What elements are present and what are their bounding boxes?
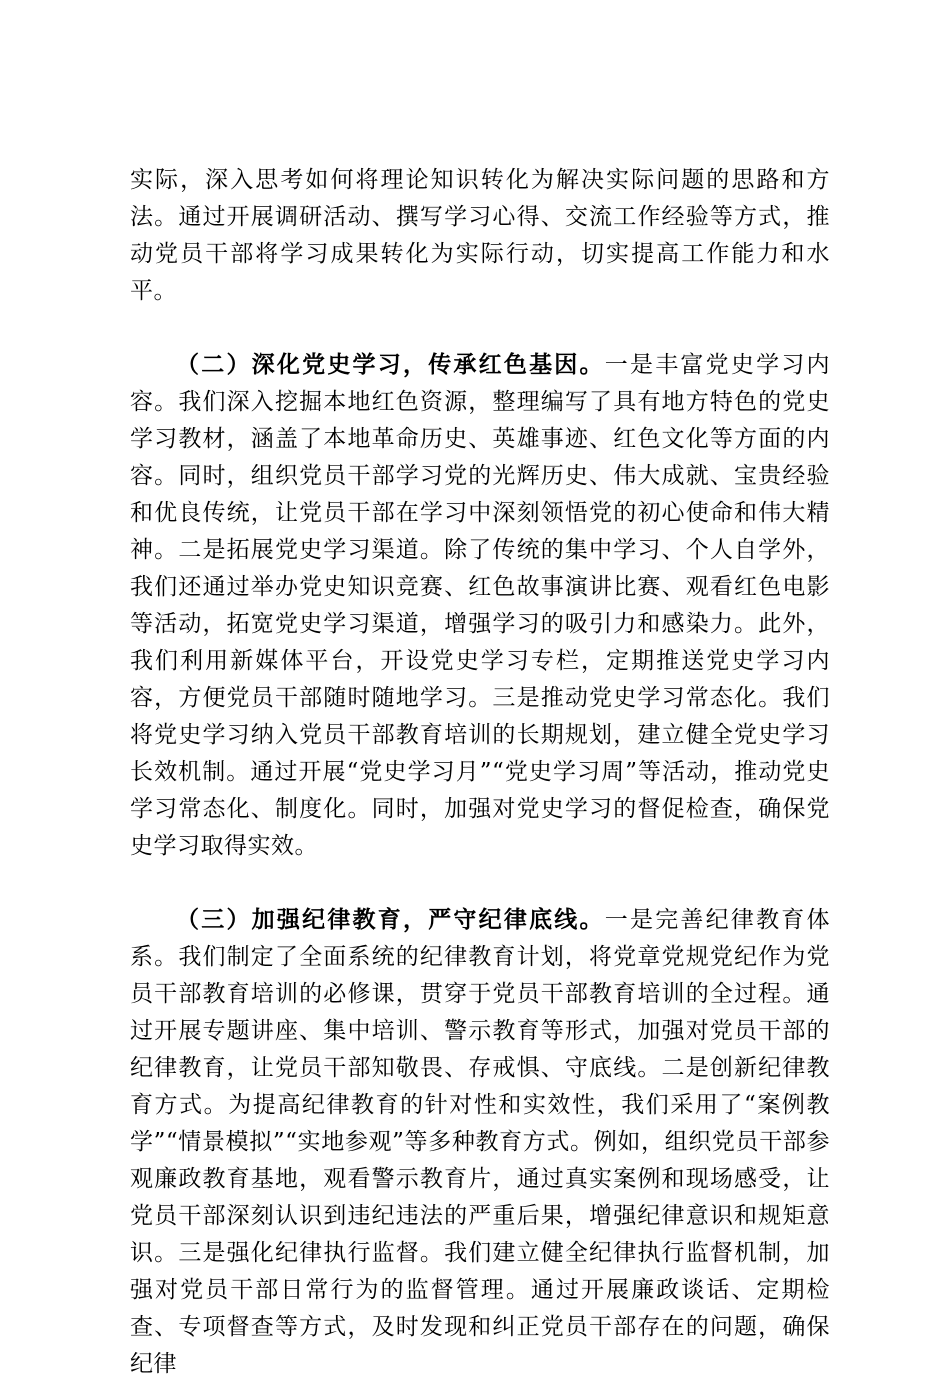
paragraph-body: 一是完善纪律教育体系。我们制定了全面系统的纪律教育计划，将党章党规党纪作为党员干部教育培训的必修课，贯穿于党员干部教育培训的全过程。通过开展专题讲座、集中培训、警示教育等形式，加强对党员干部的纪律教育，让党员干部知敬畏、存戒惧、守底线。二是创新纪律教育方式。为提高纪律教育的针对性和实效性，我们采用了“案例教学”“情景模拟”“实地参观”等多种教育方式。例如，组织党员干部参观廉政教育基地，观看警示教育片，通过真实案例和现场感受，让党员干部深刻认识到违纪违法的严重后果，增强纪律意识和规矩意识。三是强化纪律执行监督。我们建立健全纪律执行监督机制，加强对党员干部日常行为的监督管理。通过开展廉政谈话、定期检查、专项督查等方式，及时发现和纠正党员干部存在的问题，确保纪律 — [130, 907, 831, 1377]
paragraph-gap — [130, 865, 830, 902]
section-heading: （二）深化党史学习，传承红色基因。 — [176, 352, 605, 378]
paragraph-discipline-education — [130, 902, 830, 1383]
paragraph-gap — [130, 310, 830, 347]
paragraph-body: 实际，深入思考如何将理论知识转化为解决实际问题的思路和方法。通过开展调研活动、撰写学习心得、交流工作经验等方式，推动党员干部将学习成果转化为实际行动，切实提高工作能力和水平。 — [130, 167, 830, 304]
paragraph-continuation — [130, 162, 830, 310]
paragraph-body: 一是丰富党史学习内容。我们深入挖掘本地红色资源，整理编写了具有地方特色的党史学习教材，涵盖了本地革命历史、英雄事迹、红色文化等方面的内容。同时，组织党员干部学习党的光辉历史、伟大成就、宝贵经验和优良传统，让党员干部在学习中深刻领悟党的初心使命和伟大精神。二是拓展党史学习渠道。除了传统的集中学习、个人自学外，我们还通过举办党史知识竞赛、红色故事演讲比赛、观看红色电影等活动，拓宽党史学习渠道，增强学习的吸引力和感染力。此外，我们利用新媒体平台，开设党史学习专栏，定期推送党史学习内容，方便党员干部随时随地学习。三是推动党史学习常态化。我们将党史学习纳入党员干部教育培训的长期规划，建立健全党史学习长效机制。通过开展“党史学习月”“党史学习周”等活动，推动党史学习常态化、制度化。同时，加强对党史学习的督促检查，确保党史学习取得实效。 — [130, 352, 831, 859]
paragraph-party-history — [130, 347, 830, 865]
section-heading: （三）加强纪律教育，严守纪律底线。 — [176, 907, 605, 933]
document-body — [130, 162, 830, 1383]
